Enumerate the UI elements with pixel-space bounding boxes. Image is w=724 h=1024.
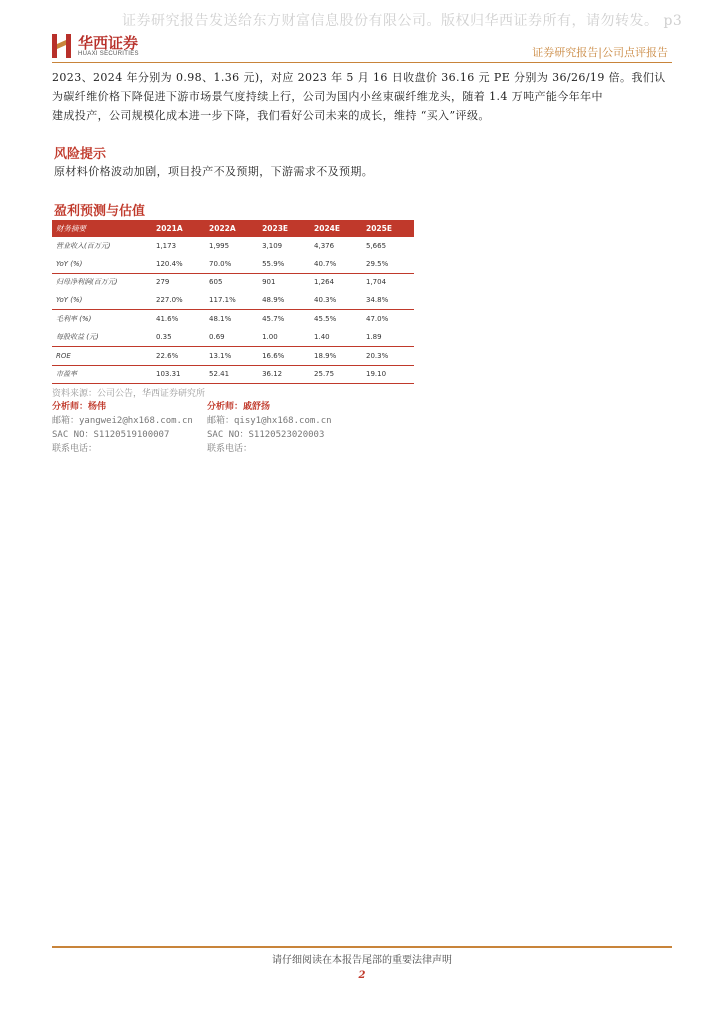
table-cell: 901 [262, 278, 276, 287]
row-label: 归母净利润(百万元) [56, 278, 118, 287]
table-header-cell: 2021A [152, 220, 205, 237]
table-header-cell: 2025E [362, 220, 414, 237]
company-logo [52, 34, 139, 58]
row-label: YoY (%) [52, 255, 152, 273]
risk-title: 风险提示 [54, 147, 107, 162]
table-cell: 19.10 [362, 365, 414, 384]
table-header-row [52, 220, 414, 237]
table-cell: 48.1% [209, 315, 232, 324]
table-cell: 0.35 [152, 328, 205, 346]
table-source: 资料来源：公司公告，华西证券研究所 [52, 389, 206, 399]
table-header-cell: 2024E [310, 220, 362, 237]
table-cell: 13.1% [205, 346, 258, 365]
row-label: 每股收益 (元) [52, 328, 152, 346]
analyst-block-2 [207, 400, 332, 456]
legal-notice: 请仔细阅读在本报告尾部的重要法律声明 [272, 955, 452, 966]
analyst-block-1 [52, 400, 193, 456]
footer-divider [52, 946, 672, 948]
table-cell: 605 [209, 278, 223, 287]
table-header-cell: 财务摘要 [52, 220, 152, 237]
analyst-sac: SAC NO：S1120523020003 [207, 430, 325, 440]
table-cell: 1.00 [258, 328, 310, 346]
table-cell: 103.31 [152, 365, 205, 384]
row-label: 市盈率 [52, 365, 152, 384]
table-cell: 16.6% [258, 346, 310, 365]
forecast-table [52, 220, 414, 384]
table-cell: 22.6% [152, 346, 205, 365]
table-cell: 20.3% [362, 346, 414, 365]
table-row [52, 255, 414, 273]
row-label: 毛利率 (%) [56, 315, 92, 324]
table-row [52, 328, 414, 346]
table-cell: 52.41 [205, 365, 258, 384]
row-label: 营业收入(百万元) [56, 241, 111, 250]
logo-text-en: HUAXI SECURITIES [78, 51, 139, 57]
table-cell: 41.6% [156, 315, 179, 324]
analyst-email[interactable]: 邮箱：yangwei2@hx168.com.cn [52, 416, 193, 426]
table-row [52, 237, 414, 255]
report-type: 证券研究报告|公司点评报告 [532, 46, 668, 59]
table-cell: 4,376 [314, 241, 335, 250]
forecast-title: 盈利预测与估值 [54, 204, 146, 219]
page-number: 2 [358, 970, 366, 981]
table-cell: 1.89 [362, 328, 414, 346]
table-cell: 1,264 [314, 278, 335, 287]
table-cell: 1,704 [366, 278, 387, 287]
header-divider [52, 62, 672, 63]
analyst-email[interactable]: 邮箱：qisy1@hx168.com.cn [207, 416, 332, 426]
table-cell: 1.40 [310, 328, 362, 346]
body-line-3: 建成投产，公司规模化成本进一步下降，我们看好公司未来的成长，维持 “买入”评级。 [52, 109, 490, 122]
watermark-text: 证券研究报告发送给东方财富信息股份有限公司。版权归华西证券所有，请勿转发。 p3 [122, 13, 683, 29]
analyst-phone: 联系电话： [52, 444, 98, 454]
table-header-cell: 2022A [205, 220, 258, 237]
analyst-phone: 联系电话： [207, 444, 253, 454]
table-cell: 227.0% [152, 291, 205, 309]
analyst-name: 分析师：戚舒扬 [207, 402, 271, 412]
table-cell: 45.5% [314, 315, 337, 324]
table-cell: 1,995 [209, 241, 230, 250]
table-cell: 48.9% [258, 291, 310, 309]
table-cell: 29.5% [362, 255, 414, 273]
table-row [52, 310, 414, 328]
table-row [52, 291, 414, 309]
body-line-1: 2023、2024 年分别为 0.98、1.36 元)，对应 2023 年 5 月 16 日收盘价 36.16 元 PE 分别为 36/26/19 倍。我们认 [52, 71, 666, 84]
table-cell: 40.7% [310, 255, 362, 273]
table-cell: 40.3% [310, 291, 362, 309]
risk-text: 原材料价格波动加剧，项目投产不及预期，下游需求不及预期。 [54, 165, 374, 178]
table-cell: 120.4% [152, 255, 205, 273]
table-cell: 117.1% [205, 291, 258, 309]
table-cell: 18.9% [310, 346, 362, 365]
logo-mark-icon [52, 34, 72, 58]
logo-text-cn: 华西证券 [78, 34, 139, 52]
table-header-cell: 2023E [258, 220, 310, 237]
table-cell: 47.0% [366, 315, 389, 324]
row-label: ROE [52, 346, 152, 365]
analyst-name: 分析师：杨伟 [52, 402, 107, 412]
row-label: YoY (%) [52, 291, 152, 309]
table-cell: 55.9% [258, 255, 310, 273]
table-cell: 34.8% [362, 291, 414, 309]
table-cell: 25.75 [310, 365, 362, 384]
table-cell: 3,109 [262, 241, 283, 250]
table-row [52, 365, 414, 384]
analyst-sac: SAC NO：S1120519100007 [52, 430, 170, 440]
table-row [52, 273, 414, 291]
table-cell: 5,665 [366, 241, 387, 250]
table-cell: 45.7% [262, 315, 285, 324]
table-cell: 279 [156, 278, 170, 287]
table-cell: 36.12 [258, 365, 310, 384]
body-line-2: 为碳纤维价格下降促进下游市场景气度持续上行，公司为国内小丝束碳纤维龙头，随着 1.4 万吨产能今年年中 [52, 90, 603, 103]
table-row [52, 346, 414, 365]
table-cell: 70.0% [205, 255, 258, 273]
table-cell: 0.69 [205, 328, 258, 346]
table-cell: 1,173 [156, 241, 177, 250]
